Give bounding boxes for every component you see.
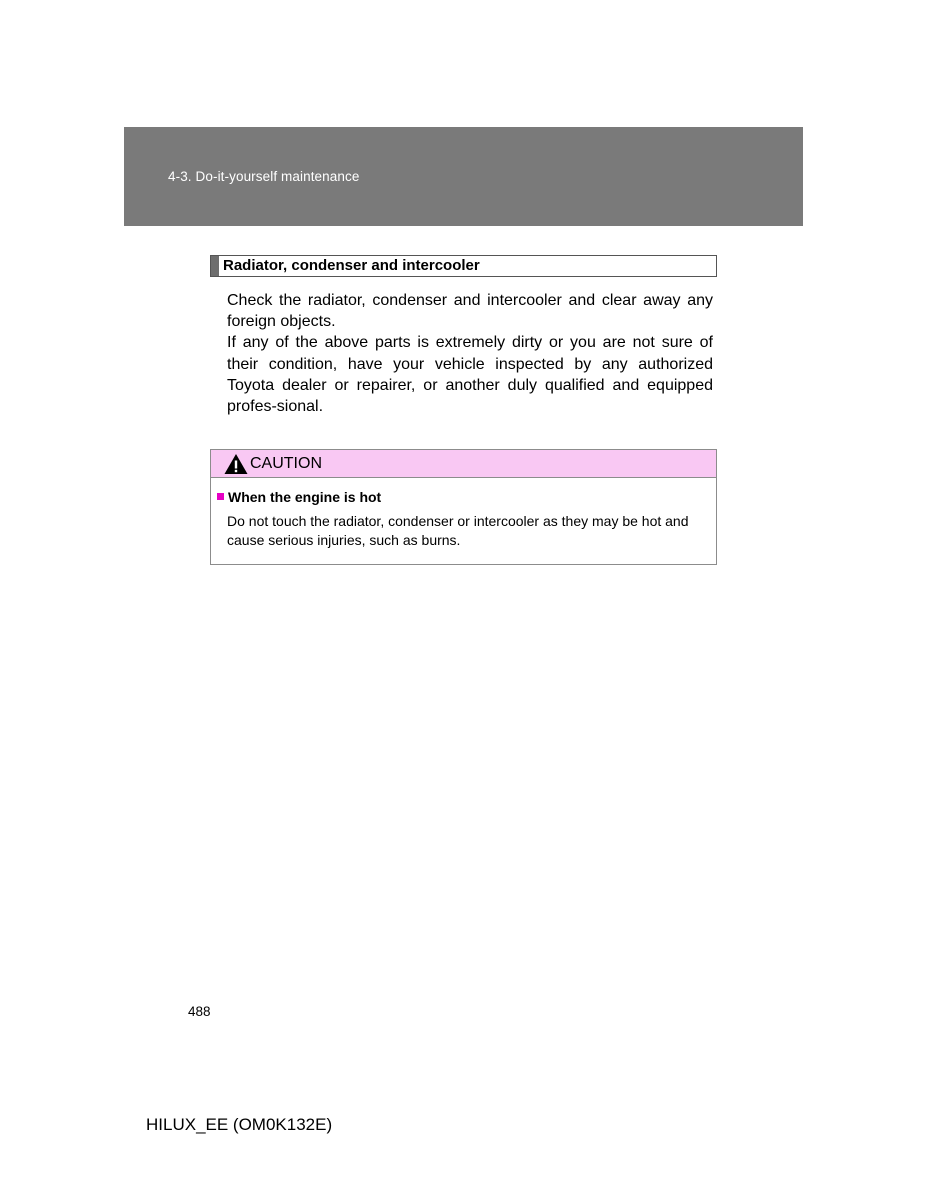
section-title-box bbox=[210, 255, 717, 277]
caution-body: Do not touch the radiator, condenser or intercooler as they may be hot and cause serious injuries, such as burns. bbox=[227, 513, 689, 548]
caution-subheading bbox=[217, 489, 381, 505]
header-band bbox=[124, 127, 803, 226]
body-paragraph: If any of the above parts is extremely dirty or you are not sure of their condition, have your vehicle inspected by any authorized Toyota dealer or repairer, or another duly qualified and equipped profes-sional. bbox=[227, 334, 713, 416]
body-paragraph: Check the radiator, condenser and intercooler and clear away any foreign objects. bbox=[227, 292, 713, 331]
document-id: HILUX_EE (OM0K132E) bbox=[146, 1115, 333, 1134]
square-bullet-icon bbox=[217, 493, 224, 500]
warning-triangle-icon bbox=[224, 453, 248, 475]
section-title: Radiator, condenser and intercooler bbox=[223, 257, 480, 274]
section-title-marker bbox=[211, 256, 219, 276]
caution-label: CAUTION bbox=[250, 455, 322, 472]
caution-box bbox=[210, 449, 717, 565]
body-text bbox=[227, 290, 713, 417]
caution-header bbox=[211, 450, 716, 478]
caution-subheading-text: When the engine is hot bbox=[228, 489, 382, 505]
section-breadcrumb: 4-3. Do-it-yourself maintenance bbox=[168, 169, 360, 184]
page-number: 488 bbox=[188, 1004, 211, 1019]
